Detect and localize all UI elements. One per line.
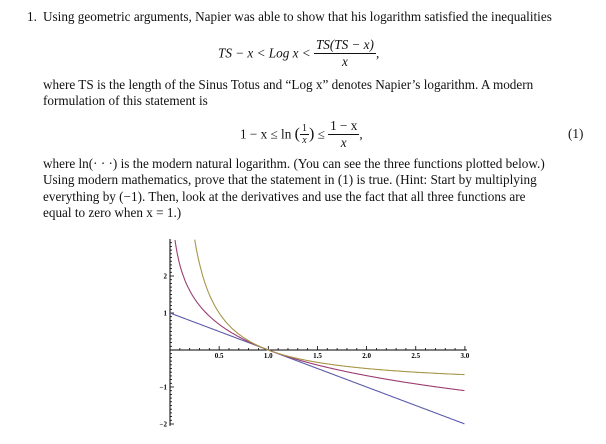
y-tick-label: 2 xyxy=(163,272,167,281)
paragraph-line-1: Using geometric arguments, Napier was able to show that his logarithm satisfied the inequalities xyxy=(43,9,552,24)
eq1-denominator: x xyxy=(342,54,348,69)
series-line-ratio xyxy=(195,240,465,375)
eq2-numerator: 1 − x xyxy=(330,118,358,133)
eq2-comma: , xyxy=(359,126,363,142)
eq2-le: ≤ xyxy=(317,126,325,142)
paragraph-line-5: Using modern mathematics, prove that the statement in (1) is true. (Hint: Start by multiplying xyxy=(43,172,537,187)
paragraph-line-2: where TS is the length of the Sinus Totus and “Log x” denotes Napier’s logarithm. A modern xyxy=(43,77,534,92)
series-line-linear xyxy=(170,313,464,424)
paragraph-line-4: where ln(· · ·) is the modern natural logarithm. (You can see the three functions plotted below.) xyxy=(43,156,545,171)
eq1-comma: , xyxy=(375,45,380,61)
y-tick-label: −2 xyxy=(159,420,167,429)
eq2-inner-numerator: 1 xyxy=(301,123,307,134)
series-line-neglog xyxy=(175,240,465,391)
x-tick-label: 1.5 xyxy=(313,352,322,360)
x-tick-label: 1.0 xyxy=(263,352,273,360)
equation-label: (1) xyxy=(568,126,584,141)
problem-number: 1. xyxy=(27,9,37,24)
x-tick-label: 0.5 xyxy=(214,352,224,360)
y-tick-label: 1 xyxy=(163,309,167,318)
paragraph-line-6: everything by (−1). Then, look at the derivatives and use the fact that all three functions are xyxy=(43,189,526,204)
paragraph-line-3: formulation of this statement is xyxy=(43,93,208,108)
paragraph-line-7: equal to zero when x = 1.) xyxy=(43,205,182,220)
y-tick-label: −1 xyxy=(159,383,167,392)
eq2-denominator: x xyxy=(340,135,347,150)
eq1-left: TS − x < Log x < xyxy=(218,45,311,61)
equation-1: 1 − x ≤ ln ( $\frac{1}{x}$ ) ≤ $\frac{1 - x}{x}$ , xyxy=(240,118,363,150)
eq2-left: 1 − x ≤ ln xyxy=(240,126,292,142)
x-tick-label: 2.0 xyxy=(362,352,371,360)
eq2-inner-denominator: x xyxy=(302,135,307,146)
x-tick-label: 3.0 xyxy=(460,352,470,360)
x-tick-label: 2.5 xyxy=(411,352,421,360)
eq1-numerator: TS(TS − x) xyxy=(315,37,374,52)
